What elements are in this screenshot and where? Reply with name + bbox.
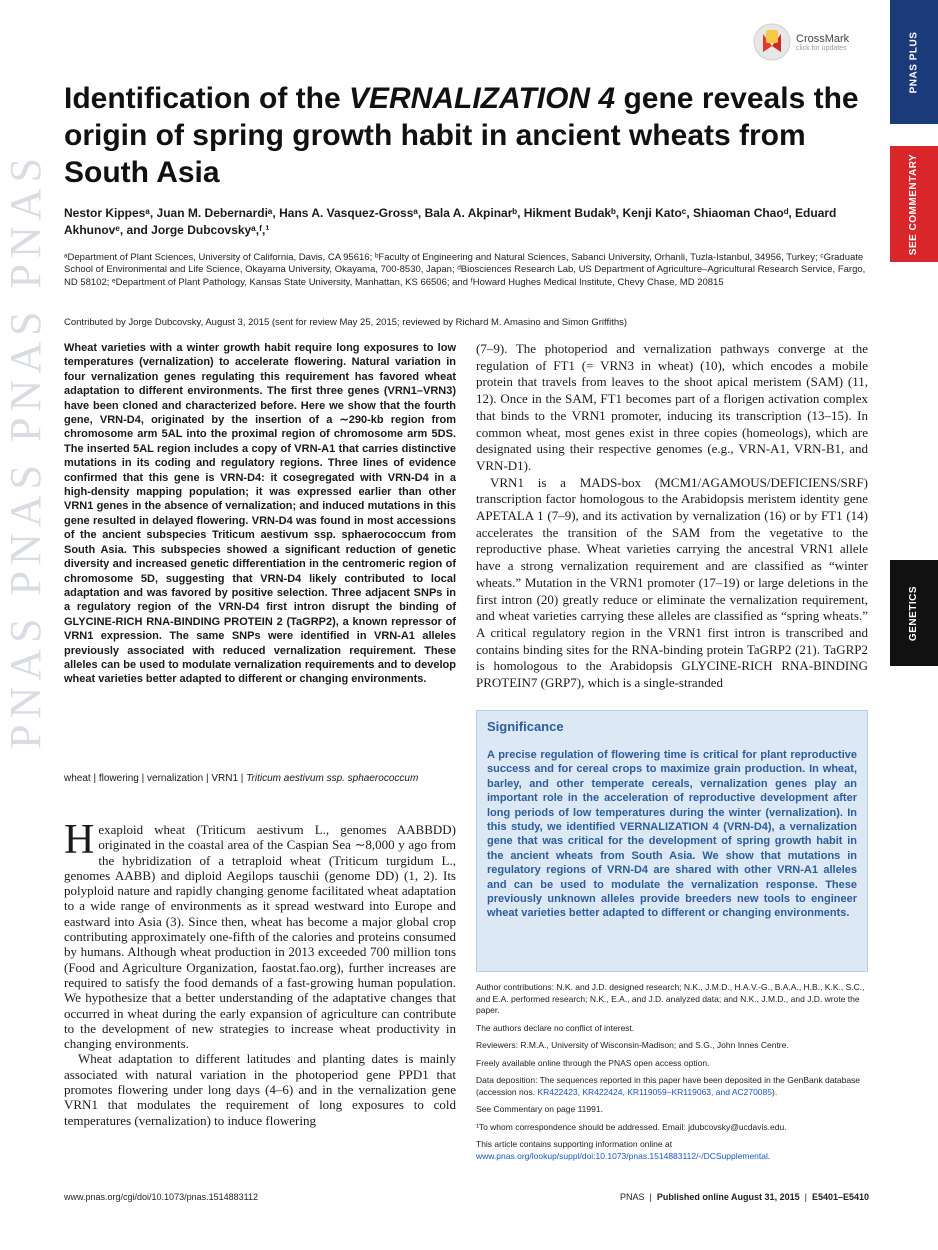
footer-journal-info: PNAS | Published online August 31, 2015 | E5401–E5410 [620, 1192, 869, 1202]
article-title: Identification of the VERNALIZATION 4 gene reveals the origin of spring growth habit in ancient wheats from South Asia [64, 82, 859, 189]
article-notes [476, 982, 868, 1168]
author-list: Nestor Kippesᵃ, Juan M. Debernardiᵃ, Hans A. Vasquez-Grossᵃ, Bala A. Akpinarᵇ, Hikment Budakᵇ, Kenji Katoᶜ, Shiaoman Chaoᵈ, Eduard Akhunovᵉ, and Jorge Dubcovskyᵃ,ᶠ,¹ [64, 206, 837, 237]
data-deposition: Data deposition: The sequences reported in this paper have been deposited in the GenBank database (accession nos. KR422423, KR422424, KR119059–KR119063, and AC270085). [476, 1075, 861, 1097]
correspondence: ¹To whom correspondence should be addressed. Email: jdubcovsky@ucdavis.edu. [476, 1121, 787, 1132]
contributed-line: Contributed by Jorge Dubcovsky, August 3, 2015 (sent for review May 25, 2015; reviewed by Richard M. Amasino and Simon Griffiths) [64, 317, 628, 328]
crossmark-icon [752, 22, 792, 62]
body-column-left [64, 817, 456, 1128]
pnas-watermark: PNAS PNAS PNAS PNAS [0, 151, 50, 749]
genbank-links[interactable]: KR422423, KR422424, KR119059–KR119063, and AC270085 [537, 1086, 772, 1097]
open-access: Freely available online through the PNAS open access option. [476, 1057, 710, 1068]
genetics-tab[interactable]: GENETICS [890, 560, 938, 666]
see-commentary-tab[interactable]: SEE COMMENTARY [890, 146, 938, 262]
pnas-plus-tab[interactable]: PNAS PLUS [890, 0, 938, 124]
affiliations: ᵃDepartment of Plant Sciences, University of California, Davis, CA 95616; ᵇFaculty of Engineering and Natural Sciences, Sabanci University, Orhanli, Tuzla-Istanbul, 34956, Turkey; ᶜGraduate School of Environmental and Life Science, Okayama University, Okayama, 700-8530, Japan; ᵈBiosciences Research Lab, US Department of Agriculture–Agricultural Research Service, Fargo, ND 58102; ᵉDepartment of Plant Pathology, Kansas State University, Manhattan, KS 66506; and ᶠHoward Hughes Medical Institute, Chevy Chase, MD 20815 [64, 252, 866, 288]
significance-text: A precise regulation of flowering time is critical for plant reproductive success and for cereal crops to maximize grain production. In wheat, barley, and other temperate cereals, vernalization genes play an important role in the acceleration of reproductive development after long periods of low temperatures during the winter (vernalization). In this study, we identified VERNALIZATION 4 (VRN-D4), a vernalization gene that was critical for the development of spring growth habit in the ancient wheats from South Asia. We show that mutations in regulatory regions of VRN-D4 are shared with other VRN-A1 alleles and can be used to modulate the vernalization response. These previously unknown alleles provide breeders new tools to engineer wheat varieties better adapted to different or changing environments. [487, 749, 857, 920]
body-paragraph: Wheat adaptation to different latitudes and planting dates is mainly associated with natural variation in the photoperiod gene PPD1 that promotes flowering under long days (4–6) and in the vernalization gene VRN1 that modulates the requirement of long exposures to cold temperatures (vernalization) to induce flowering [64, 1051, 456, 1128]
body-paragraph: VRN1 is a MADS-box (MCM1/AGAMOUS/DEFICIENS/SRF) transcription factor homologous to the Arabidopsis meristem identity gene APETALA 1 (7–9), and its activation by vernalization (16) or by FT1 (14) accelerates the transition of the SAM from the vegetative to the reproductive phase. Wheat varieties carrying the ancestral VRN1 allele have a strong vernalization requirement and are classified as “winter wheats.” Mutation in the VRN1 promoter (17–19) or large deletions in the first intron (20) greatly reduce or eliminate the vernalization requirement, and wheat varieties carrying these alleles are classified as “spring wheats.” A critical regulatory region in the VRN1 first intron is transcribed and contains binding sites for the RNA-binding protein TaGRP2 (21). TaGRP2 is homologous to the Arabidopsis GLYCINE-RICH RNA-BINDING PROTEIN7 (GRP7), which is a single-stranded [476, 474, 868, 691]
crossmark-sublabel: click for updates [796, 44, 847, 52]
significance-box [476, 710, 868, 972]
body-paragraph: (7–9). The photoperiod and vernalization pathways converge at the regulation of FT1 (= VRN3 in wheat) (10), which encodes a mobile protein that travels from leaves to the shoot apical meristem (SAM) (11, 12). Once in the SAM, FT1 becomes part of a florigen activation complex that binds to the VRN1 promoter, inducing its transcription (13–15). In common wheat, most genes exist in three copies (homeologs), which are designated using their respective genomes (e.g., VRN-A1, VRN-B1, and VRN-D1). [476, 341, 868, 473]
supporting-info: This article contains supporting information online at www.pnas.org/lookup/suppl/doi:10.1073/pnas.1514883112/-/DCSupplemental. [476, 1139, 771, 1161]
keywords: wheat | flowering | vernalization | VRN1 | Triticum aestivum ssp. sphaerococcum [64, 773, 419, 784]
commentary-note: See Commentary on page 11991. [476, 1104, 603, 1114]
page-footer [64, 1192, 869, 1202]
reviewers: Reviewers: R.M.A., University of Wisconsin-Madison; and S.G., John Innes Centre. [476, 1040, 789, 1050]
drop-cap: H [64, 817, 95, 863]
footer-doi[interactable]: www.pnas.org/cgi/doi/10.1073/pnas.1514883112 [64, 1192, 258, 1202]
body-column-right [476, 341, 868, 692]
conflict-statement: The authors declare no conflict of interest. [476, 1022, 635, 1033]
body-paragraph: Hexaploid wheat (Triticum aestivum L., genomes AABBDD) originated in the coastal area of the Caspian Sea ∼8,000 y ago from the hybridization of a tetraploid wheat (Triticum turgidum L., genomes AABB) and diploid Aegilops tauschii (genome DD) (1, 2). Its polyploid nature and rapidly changing genome facilitated wheat adaptation to a wide range of environments as it spread westward into Europe and eastward into Asia (3). Since then, wheat has become a major global crop contributing approximately one-fifth of the calories and proteins consumed by humans. Although wheat production in 2013 exceeded 700 million tons (Food and Agriculture Organization, faostat.fao.org), further increases are required to satisfy the food demands of a fast-growing human population. We hypothesize that a better understanding of the adaptative changes that occurred in wheat during the early expansion of agriculture can contribute to the development of new strategies to increase wheat productivity in changing environments. [64, 817, 456, 1052]
significance-title: Significance [487, 719, 564, 734]
supporting-info-link[interactable]: www.pnas.org/lookup/suppl/doi:10.1073/pnas.1514883112/-/DCSupplemental [476, 1150, 768, 1161]
crossmark-badge[interactable] [752, 22, 849, 62]
crossmark-label: CrossMark [796, 32, 850, 45]
abstract: Wheat varieties with a winter growth habit require long exposures to low temperatures (vernalization) to accelerate flowering. Natural variation in four vernalization genes regulating this requirement has favored wheat adaptation to different environments. The first three genes (VRN1–VRN3) have been cloned and characterized before. Here we show that the fourth gene, VRN-D4, originated by the insertion of a ∼290-kb region from chromosome arm 5AL into the proximal region of chromosome arm 5DS. The inserted 5AL region includes a copy of VRN-A1 that carries distinctive mutations in its coding and regulatory regions. Three lines of evidence confirmed that this gene is VRN-D4: it cosegregated with VRN-D4 in a high-density mapping population; it was expressed earlier than other VRN1 genes in the absence of vernalization; and induced mutations in this gene resulted in delayed flowering. VRN-D4 was found in most accessions of the ancient subspecies Triticum aestivum ssp. sphaerococcum from South Asia. This subspecies showed a significant reduction of genetic diversity and increased genetic differentiation in the centromeric region of chromosome 5D, suggesting that VRN-D4 likely contributed to local adaptation and was favored by positive selection. Three adjacent SNPs in a regulatory region of the VRN-D4 first intron disrupt the binding of GLYCINE-RICH RNA-BINDING PROTEIN 2 (TaGRP2), a known repressor of VRN1 expression. The same SNPs were identified in VRN-A1 alleles previously associated with reduced vernalization requirement. These alleles can be used to modulate vernalization requirements and to develop wheat varieties better adapted to different or changing environments. [64, 342, 456, 686]
author-contributions: Author contributions: N.K. and J.D. designed research; N.K., J.M.D., H.A.V.-G., B.A.A., H.B., K.K., S.C., and E.A. performed research; N.K., E.A., and J.D. analyzed data; and N.K., J.M.D., and J.D. wrote the paper. [476, 982, 865, 1015]
